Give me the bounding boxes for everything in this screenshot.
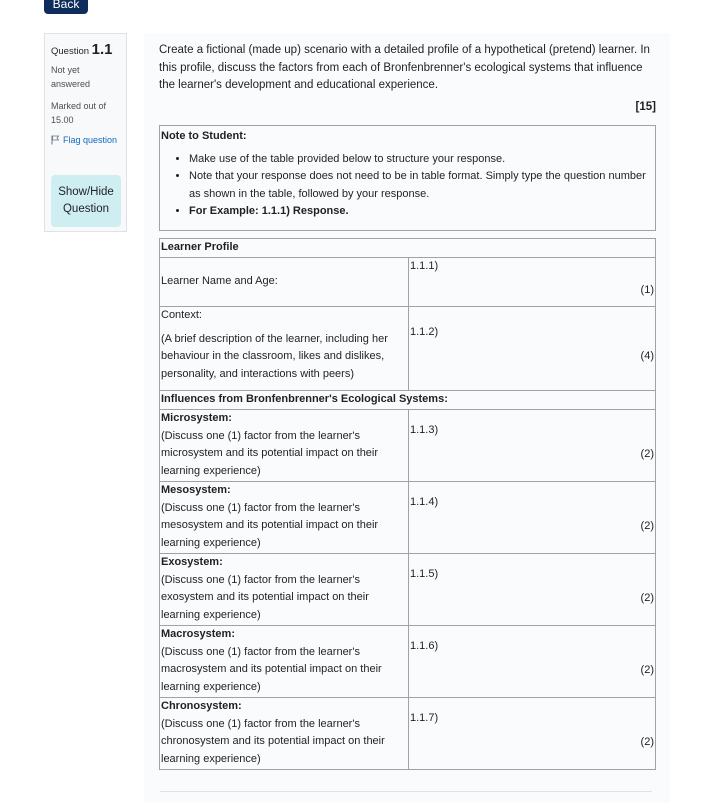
- question-prompt: Create a fictional (made up) scenario with a detailed profile of a hypothetical (pretend) learner. In this profile, discuss the factors from each of Bronfenbrenner's ecological systems that influence the learner's development and educational experience.: [159, 44, 650, 91]
- row-answer-cell: [409, 258, 656, 307]
- table-row: [160, 554, 656, 626]
- row-mark: (2): [640, 592, 654, 604]
- question-total-marks: [15]: [635, 101, 656, 113]
- row-title: Chronosystem:: [161, 700, 242, 712]
- table-header-ecological-systems: Influences from Bronfenbrenner's Ecological Systems:: [160, 391, 656, 410]
- row-mark: (2): [640, 448, 654, 460]
- row-question-code: 1.1.3): [410, 424, 439, 436]
- row-title: Microsystem:: [161, 412, 232, 424]
- question-state: Not yet answered: [51, 65, 91, 89]
- row-question-code: 1.1.1): [410, 260, 439, 272]
- row-mark: (4): [640, 350, 654, 362]
- question-word: Question: [51, 46, 90, 57]
- row-question-code: 1.1.4): [410, 496, 439, 508]
- row-description: (Discuss one (1) factor from the learner's chronosystem and its potential impact on their learning experience): [161, 717, 385, 765]
- row-answer-cell: [409, 554, 656, 626]
- row-description: (A brief description of the learner, including her behaviour in the classroom, likes and dislikes, personality, and interactions with peers): [161, 332, 388, 380]
- table-header-learner-profile: Learner Profile: [160, 239, 656, 258]
- row-label: [160, 698, 409, 770]
- table-row: [160, 307, 656, 391]
- row-title: Mesosystem:: [161, 484, 231, 496]
- row-question-code: 1.1.5): [410, 568, 439, 580]
- row-answer-cell: [409, 410, 656, 482]
- back-button[interactable]: Back: [44, 0, 88, 14]
- row-title: Macrosystem:: [161, 628, 235, 640]
- show-hide-question-button[interactable]: Show/Hide Question: [51, 175, 121, 227]
- row-mark: (2): [640, 520, 654, 532]
- table-row: [160, 482, 656, 554]
- row-mark: (1): [640, 284, 654, 296]
- row-mark: (2): [640, 664, 654, 676]
- row-label: [160, 258, 409, 307]
- row-label: [160, 482, 409, 554]
- row-question-code: 1.1.6): [410, 640, 439, 652]
- row-label: [160, 307, 409, 391]
- flag-icon: [51, 135, 60, 145]
- note-item: • Note that your response does not need to be in table format. Simply type the question number as shown in the table, followed by your response.: [189, 168, 654, 203]
- note-list: [161, 151, 654, 221]
- row-label-text: Context:: [161, 309, 202, 321]
- row-answer-cell: [409, 482, 656, 554]
- row-description: (Discuss one (1) factor from the learner's exosystem and its potential impact on their learning experience): [161, 573, 369, 621]
- row-answer-cell: [409, 698, 656, 770]
- table-row: [160, 626, 656, 698]
- row-answer-cell: [409, 307, 656, 391]
- flag-question-label: Flag question: [63, 135, 118, 145]
- row-mark: (2): [640, 736, 654, 748]
- row-label: [160, 410, 409, 482]
- row-question-code: 1.1.2): [410, 326, 439, 338]
- flag-question-link[interactable]: [51, 135, 120, 145]
- row-description: (Discuss one (1) factor from the learner's microsystem and its potential impact on their learning experience): [161, 429, 379, 477]
- note-item: • Make use of the table provided below to structure your response.: [189, 151, 654, 169]
- question-content: [144, 33, 670, 803]
- row-description: (Discuss one (1) factor from the learner's macrosystem and its potential impact on their learning experience): [161, 645, 382, 693]
- question-info-panel: [44, 33, 127, 232]
- note-to-student-box: [159, 125, 656, 231]
- learner-profile-table: [159, 238, 656, 770]
- note-title: Note to Student:: [161, 130, 247, 142]
- note-item: • For Example: 1.1.1) Response.: [189, 203, 654, 221]
- row-description: (Discuss one (1) factor from the learner's mesosystem and its potential impact on their learning experience): [161, 501, 379, 549]
- table-row: [160, 698, 656, 770]
- question-number: [51, 41, 120, 58]
- row-label: [160, 554, 409, 626]
- table-row: [160, 258, 656, 307]
- row-answer-cell: [409, 626, 656, 698]
- table-row: [160, 410, 656, 482]
- row-question-code: 1.1.7): [410, 712, 439, 724]
- section-divider: [160, 791, 652, 792]
- question-number-value: 1.1: [91, 41, 113, 58]
- row-label: [160, 626, 409, 698]
- row-label-text: Learner Name and Age:: [161, 275, 278, 288]
- question-grade: Marked out of 15.00: [51, 101, 107, 125]
- row-title: Exosystem:: [161, 556, 223, 568]
